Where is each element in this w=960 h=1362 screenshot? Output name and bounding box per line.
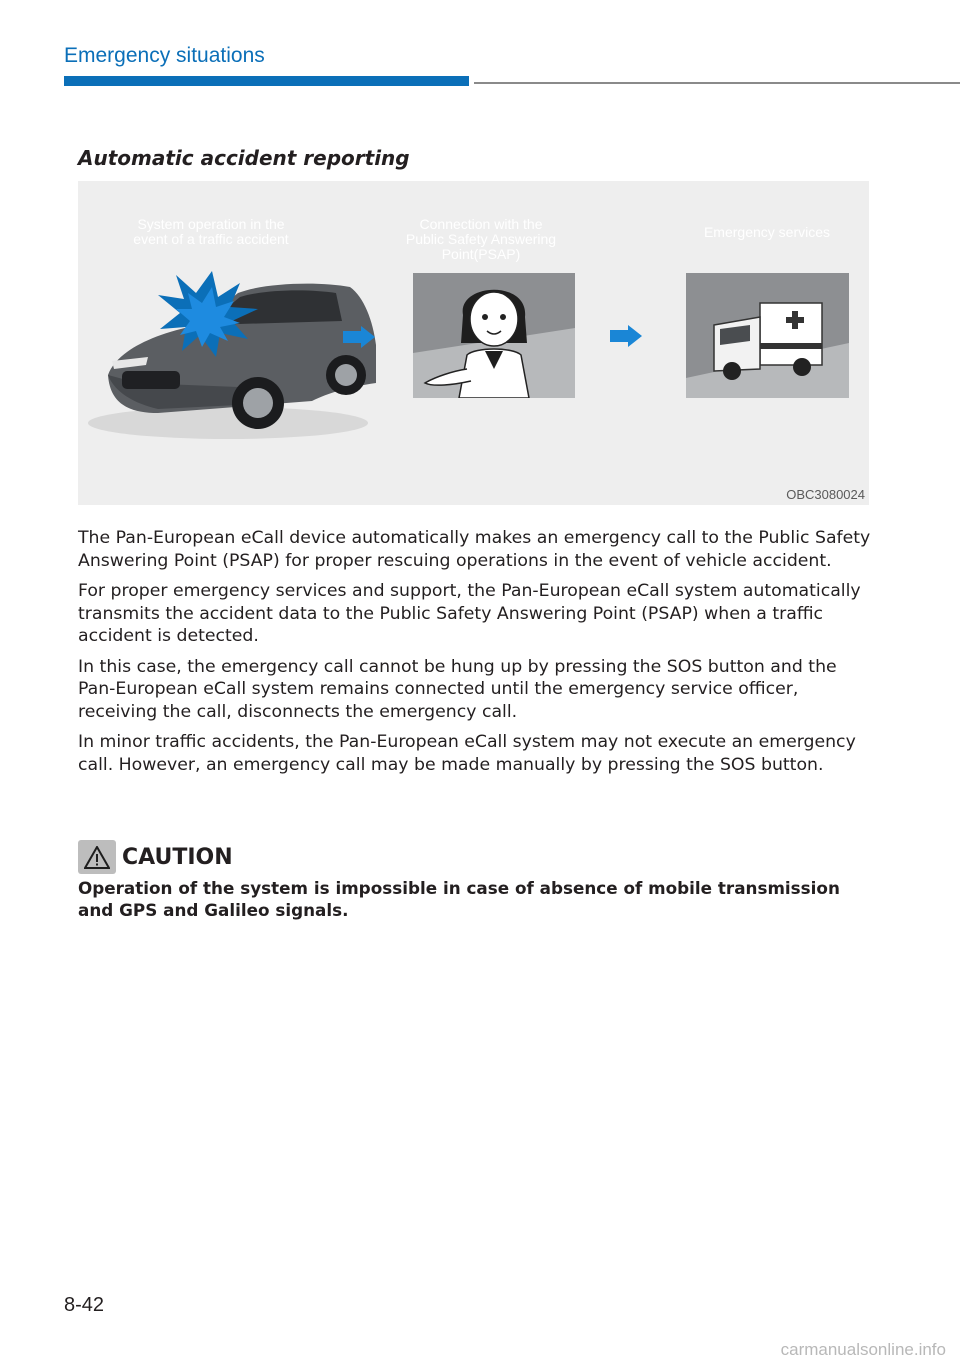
caution-title: CAUTION bbox=[122, 844, 233, 870]
warning-triangle-icon bbox=[78, 840, 116, 874]
figure-label-accident: System operation in the event of a traffic accident bbox=[133, 216, 289, 247]
section-title: Automatic accident reporting bbox=[78, 146, 410, 170]
flow-arrow-icon bbox=[343, 326, 375, 348]
figure-label-psap: Connection with the Public Safety Answering Point(PSAP) bbox=[405, 216, 557, 262]
ecall-figure bbox=[78, 181, 869, 505]
car-crash-illustration bbox=[88, 263, 378, 443]
figure-code: OBC3080024 bbox=[786, 487, 865, 502]
caution-text: Operation of the system is impossible in case of absence of mobile transmission and GPS and Galileo signals. bbox=[78, 878, 840, 920]
paragraph: In this case, the emergency call cannot be hung up by pressing the SOS button and the Pan-European eCall system remains connected until the emergency service officer, receiving the call, disconnects the emergency call. bbox=[78, 656, 837, 722]
header-accent-bar bbox=[64, 76, 469, 86]
psap-operator-illustration bbox=[413, 273, 575, 398]
page-number: 8-42 bbox=[64, 1294, 105, 1316]
paragraph: The Pan-European eCall device automatically makes an emergency call to the Public Safety Answering Point (PSAP) for proper rescuing operations in the event of vehicle accident. bbox=[78, 528, 871, 571]
figure-label-emergency-services: Emergency services bbox=[703, 224, 831, 240]
header-divider bbox=[474, 82, 960, 84]
running-header-title: Emergency situations bbox=[64, 44, 265, 67]
body-text bbox=[78, 527, 878, 784]
paragraph: For proper emergency services and support, the Pan-European eCall system automatically transmits the accident data to the Public Safety Answering Point (PSAP) when a traffic accident is detected. bbox=[78, 581, 861, 646]
paragraph: In minor traffic accidents, the Pan-European eCall system may not execute an emergency call. However, an emergency call may be made manually by pressing the SOS button. bbox=[78, 732, 856, 775]
flow-arrow-icon bbox=[610, 325, 642, 347]
ambulance-illustration bbox=[686, 273, 849, 398]
caution-header bbox=[78, 838, 233, 876]
watermark: carmanualsonline.info bbox=[780, 1340, 946, 1359]
